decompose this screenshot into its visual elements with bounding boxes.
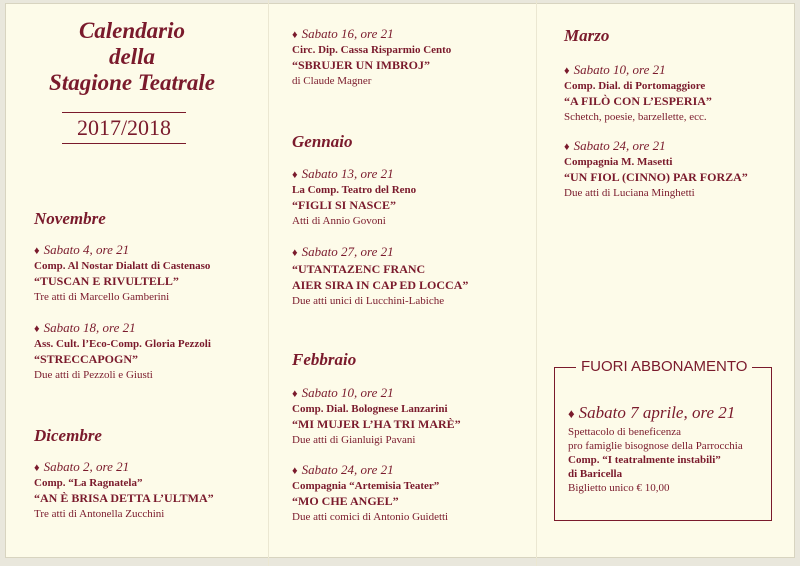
fuori-ticket: Biglietto unico € 10,00 [568,482,670,494]
fuori-event-date: ♦ Sabato 7 aprile, ore 21 [568,403,736,422]
diamond-icon: ♦ [292,465,298,477]
event-company: Comp. “La Ragnatela” [34,477,143,489]
event-note: di Claude Magner [292,75,372,87]
event-company: Compagnia M. Masetti [564,156,673,168]
event-title: “AN È BRISA DETTA L’ULTMA” [34,491,214,505]
fuori-event [568,402,743,495]
month-heading-gennaio: Gennaio [292,132,353,151]
season-year: 2017/2018 [62,112,186,144]
diamond-icon: ♦ [292,29,298,41]
event-item [292,244,468,309]
diamond-icon: ♦ [564,65,570,77]
event-title: “UTANTAZENC FRANC [292,262,426,276]
event-date: ♦ Sabato 24, ore 21 [564,138,666,153]
event-note: Tre atti di Antonella Zucchini [34,508,165,520]
event-note: Due atti di Luciana Minghetti [564,187,695,199]
fold-line-right [536,0,537,566]
diamond-icon: ♦ [292,169,298,181]
event-item [292,385,461,448]
fuori-company-1: Comp. “I teatralmente instabili” [568,454,721,466]
event-title: “STRECCAPOGN” [34,352,139,366]
event-item [34,459,214,522]
event-company: Comp. Dial. Bolognese Lanzarini [292,403,448,415]
event-company: Circ. Dip. Cassa Risparmio Cento [292,44,452,56]
diamond-icon: ♦ [564,141,570,153]
event-note: Due atti di Pezzoli e Giusti [34,369,153,381]
title-line-2: della [109,44,155,69]
event-title: “FIGLI SI NASCE” [292,198,397,212]
event-title: “UN FIOL (CINNO) PAR FORZA” [564,170,748,184]
month-heading-dicembre: Dicembre [34,426,102,445]
event-note: Schetch, poesie, barzellette, ecc. [564,111,707,123]
event-item [34,242,210,305]
event-company: Comp. Dial. di Portomaggiore [564,80,706,92]
event-title: “TUSCAN E RIVULTELL” [34,274,179,288]
event-company: Compagnia “Artemisia Teater” [292,480,440,492]
event-date: ♦ Sabato 2, ore 21 [34,459,130,474]
event-company: La Comp. Teatro del Reno [292,184,417,196]
event-date: ♦ Sabato 16, ore 21 [292,26,394,41]
diamond-icon: ♦ [34,462,40,474]
event-date: ♦ Sabato 10, ore 21 [292,385,394,400]
diamond-icon: ♦ [292,388,298,400]
event-note: Due atti unici di Lucchini-Labiche [292,295,445,307]
event-title: “MO CHE ANGEL” [292,494,399,508]
diamond-icon: ♦ [34,323,40,335]
title-line-3: Stagione Teatrale [49,70,215,95]
fuori-description-1: Spettacolo di beneficenza [568,426,682,438]
event-title: “SBRUJER UN IMBROJ” [292,58,431,72]
event-item [34,320,211,383]
event-item [292,26,451,89]
event-item [292,462,448,525]
event-company: Comp. Al Nostar Dialatt di Castenaso [34,260,211,272]
event-note: Due atti di Gianluigi Pavani [292,434,416,446]
event-company: Ass. Cult. l’Eco-Comp. Gloria Pezzoli [34,338,211,350]
month-heading-marzo: Marzo [564,26,610,45]
event-title-line-2: AIER SIRA IN CAP ED LOCCA” [292,278,469,292]
event-item [564,138,748,201]
event-date: ♦ Sabato 4, ore 21 [34,242,130,257]
event-item [292,166,416,229]
event-date: ♦ Sabato 24, ore 21 [292,462,394,477]
fuori-company-2: di Baricella [568,468,623,480]
title-line-1: Calendario [78,18,186,43]
event-note: Atti di Annio Govoni [292,215,386,227]
fold-line-left [268,0,269,566]
diamond-icon: ♦ [34,245,40,257]
page-title [22,18,242,96]
event-title: “MI MUJER L’HA TRI MARÈ” [292,417,461,431]
event-date: ♦ Sabato 13, ore 21 [292,166,394,181]
fuori-abbonamento-label: FUORI ABBONAMENTO [576,358,752,376]
event-date: ♦ Sabato 27, ore 21 [292,244,394,259]
event-date: ♦ Sabato 18, ore 21 [34,320,136,335]
event-item [564,62,712,125]
month-heading-novembre: Novembre [34,209,106,228]
event-note: Tre atti di Marcello Gamberini [34,291,170,303]
event-date: ♦ Sabato 10, ore 21 [564,62,666,77]
diamond-icon: ♦ [568,406,575,421]
event-title: “A FILÒ CON L’ESPERIA” [564,94,712,108]
fuori-description-2: pro famiglie bisognose della Parrocchia [568,440,743,452]
month-heading-febbraio: Febbraio [292,350,357,369]
diamond-icon: ♦ [292,247,298,259]
event-note: Due atti comici di Antonio Guidetti [292,511,449,523]
